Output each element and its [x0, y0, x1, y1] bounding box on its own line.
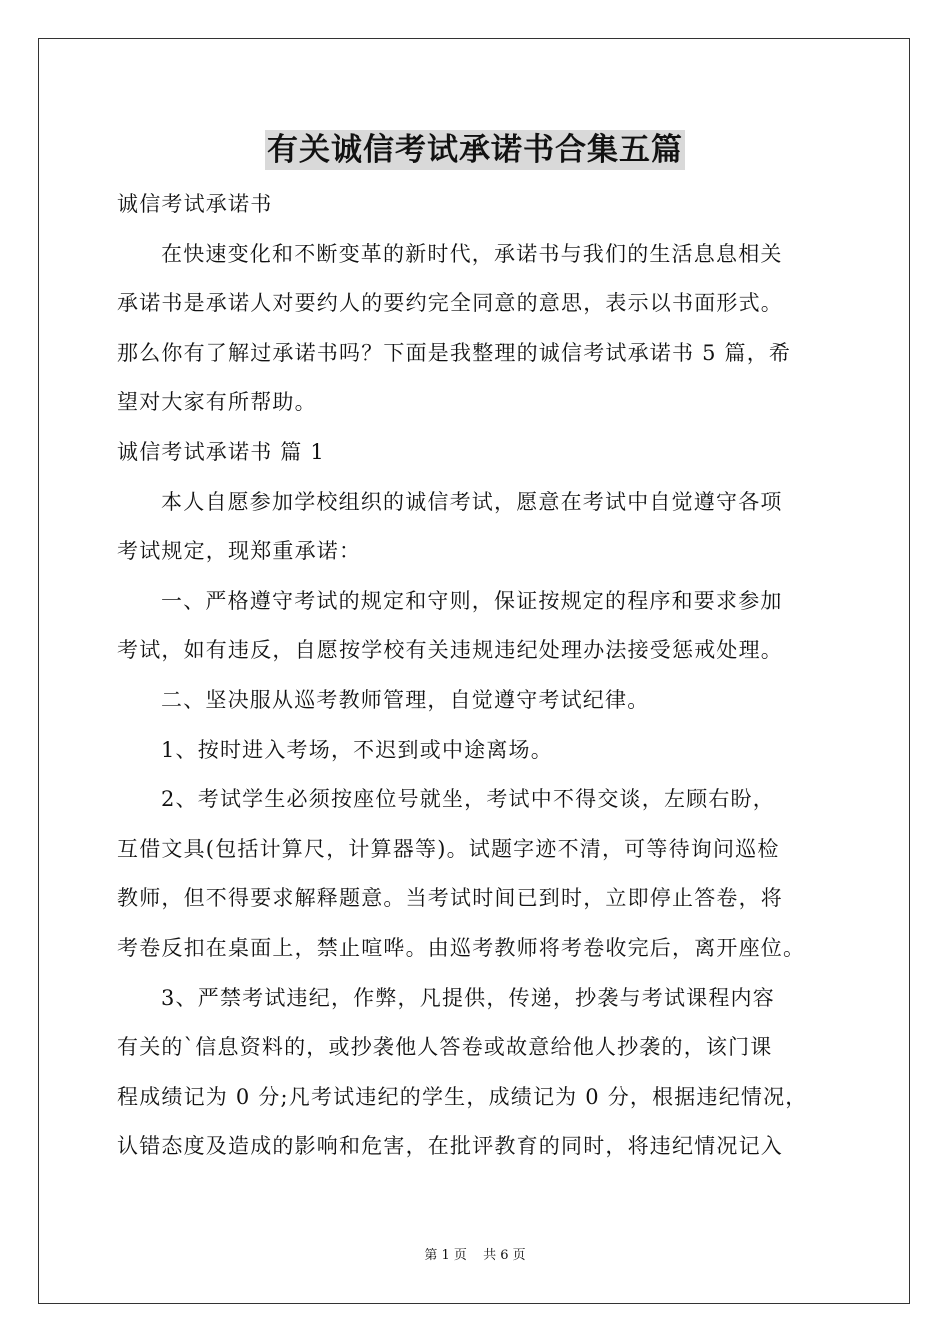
text-line: 那么你有了解过承诺书吗？下面是我整理的诚信考试承诺书 5 篇，希 [117, 340, 792, 365]
text-line: 二、坚决服从巡考教师管理，自觉遵守考试纪律。 [161, 687, 650, 712]
text-line: 考试规定，现郑重承诺： [117, 539, 362, 564]
text-line: 2、考试学生必须按座位号就坐，考试中不得交谈，左顾右盼， [161, 787, 775, 812]
text-line: 诚信考试承诺书 篇 1 [117, 439, 325, 464]
text-line: 在快速变化和不断变革的新时代，承诺书与我们的生活息息相关 [161, 241, 783, 266]
page-number: 第 1 页 [424, 1248, 467, 1263]
text-line: 3、严禁考试违纪，作弊，凡提供，传递，抄袭与考试课程内容 [161, 985, 775, 1010]
text-line: 互借文具(包括计算尺，计算器等)。试题字迹不清，可等待询问巡检 [117, 836, 780, 861]
title-container [0, 130, 950, 170]
text-line: 考试，如有违反，自愿按学校有关违规违纪处理办法接受惩戒处理。 [117, 638, 783, 663]
text-line: 本人自愿参加学校组织的诚信考试，愿意在考试中自觉遵守各项 [161, 489, 783, 514]
text-line: 有关的`信息资料的，或抄袭他人答卷或故意给他人抄袭的，该门课 [117, 1035, 773, 1060]
text-line: 教师，但不得要求解释题意。当考试时间已到时，立即停止答卷，将 [117, 886, 783, 911]
text-line: 考卷反扣在桌面上，禁止喧哗。由巡考教师将考卷收完后，离开座位。 [117, 935, 806, 960]
text-line: 承诺书是承诺人对要约人的要约完全同意的意思，表示以书面形式。 [117, 291, 783, 316]
page-footer [0, 1244, 950, 1263]
text-line: 望对大家有所帮助。 [117, 390, 317, 415]
text-line: 一、严格遵守考试的规定和守则，保证按规定的程序和要求参加 [161, 588, 783, 613]
text-line: 认错态度及造成的影响和危害，在批评教育的同时，将违纪情况记入 [117, 1134, 783, 1159]
text-line: 诚信考试承诺书 [117, 192, 273, 216]
text-line: 程成绩记为 0 分;凡考试违纪的学生，成绩记为 0 分，根据违纪情况， [117, 1084, 808, 1109]
document-body [117, 180, 837, 1172]
page-total: 共 6 页 [483, 1248, 526, 1263]
text-line: 1、按时进入考场，不迟到或中途离场。 [161, 737, 553, 762]
document-title: 有关诚信考试承诺书合集五篇 [267, 132, 683, 168]
